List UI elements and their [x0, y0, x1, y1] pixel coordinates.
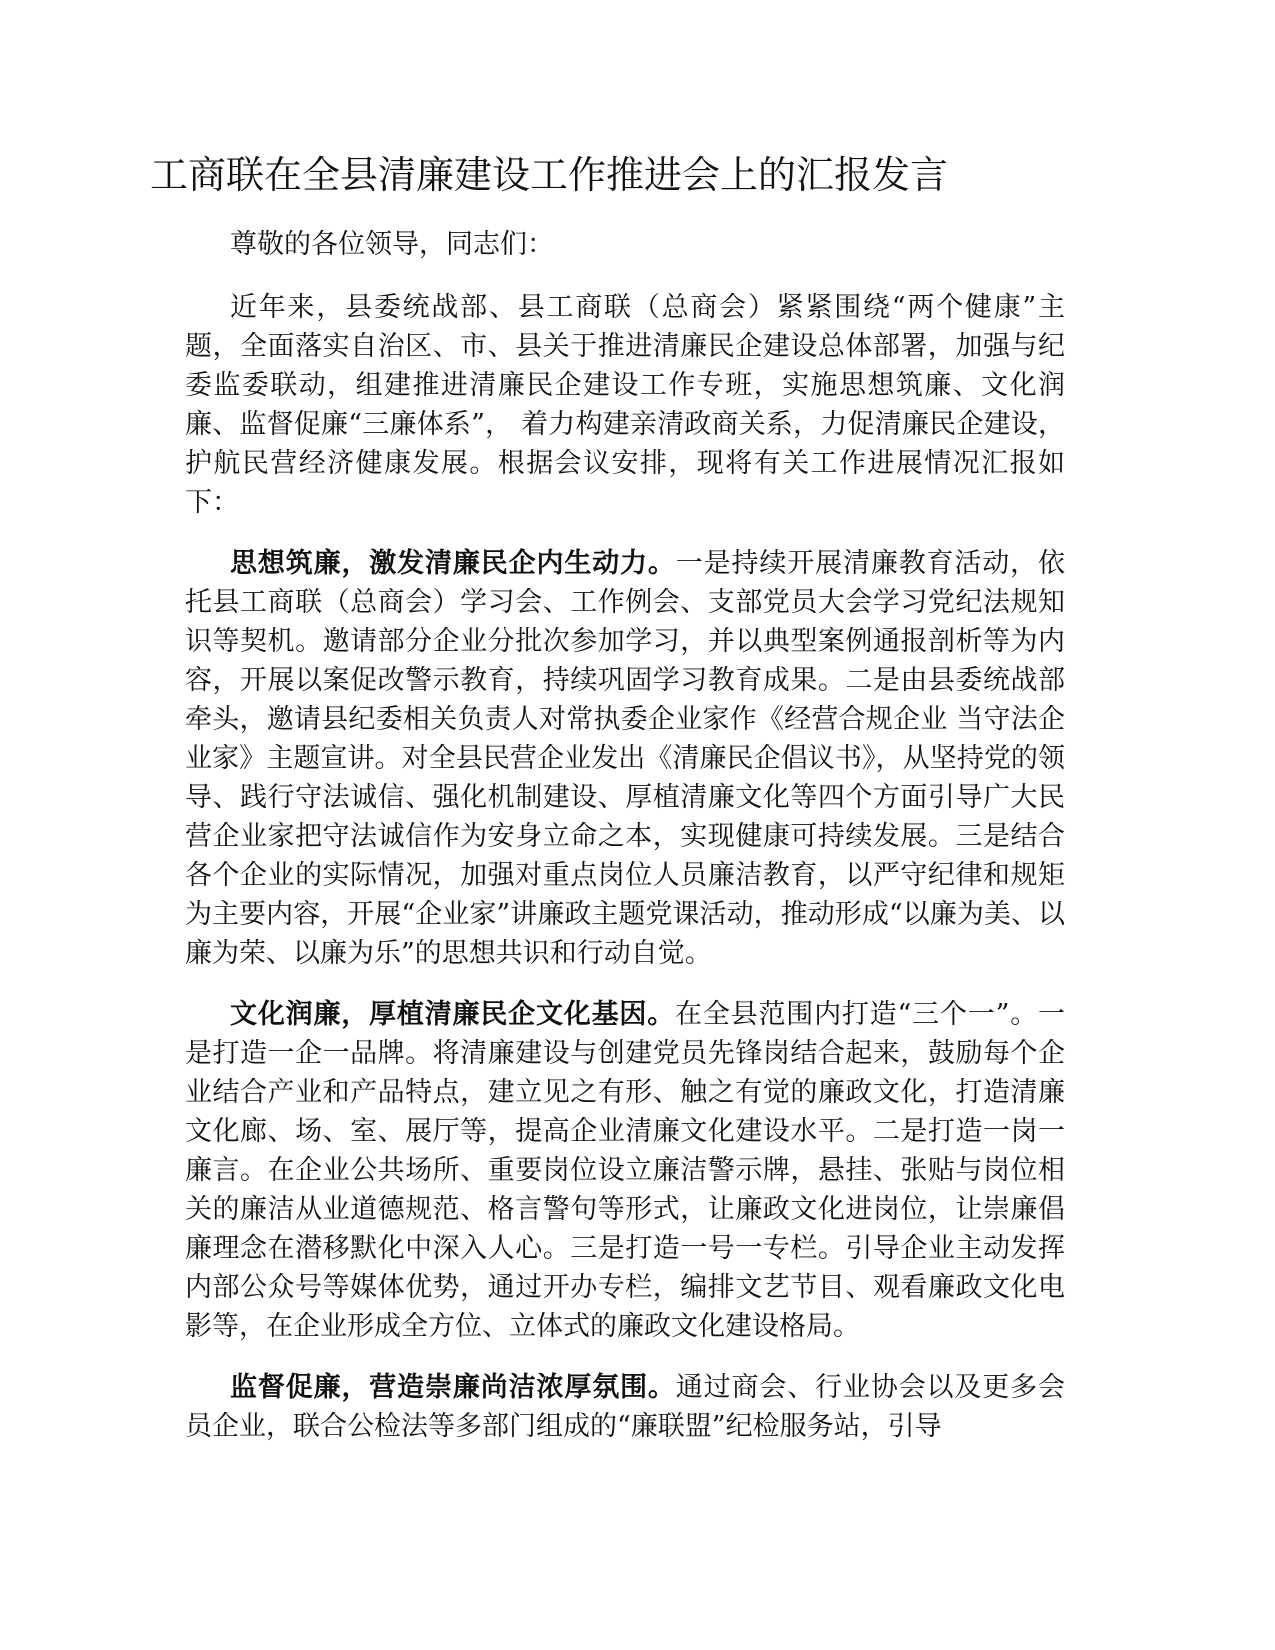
section-text-culture: 在全县范围内打造“三个一”。一是打造一企一品牌。将清廉建设与创建党员先锋岗结合起来，鼓励每个企业结合产业和产品特点，建立见之有形、触之有觉的廉政文化，打造清廉文化廊、场、室、展厅等，提高企业清廉文化建设水平。二是打造一岗一廉言。在企业公共场所、重要岗位设立廉洁警示牌，悬挂、张贴与岗位相关的廉洁从业道德规范、格言警句等形式，让廉政文化进岗位，让崇廉倡廉理念在潜移默化中深入人心。三是打造一号一专栏。引导企业主动发挥内部公众号等媒体优势，通过开办专栏，编排文艺节目、观看廉政文化电影等，在企业形成全方位、立体式的廉政文化建设格局。 [185, 999, 1066, 1342]
section-text-supervision: 通过商会、行业协会以及更多会员企业，联合公检法等多部门组成的“廉联盟”纪检服务站，引导 [185, 1372, 1066, 1442]
section-heading-ideology: 思想筑廉，激发清廉民企内生动力。 [230, 548, 676, 579]
salutation: 尊敬的各位领导，同志们： [230, 229, 554, 260]
section-heading-supervision: 监督促廉，营造崇廉尚洁浓厚氛围。 [230, 1372, 676, 1403]
document-body [185, 225, 1065, 1468]
section-text-ideology: 一是持续开展清廉教育活动，依托县工商联（总商会）学习会、工作例会、支部党员大会学习党纪法规知识等契机。邀请部分企业分批次参加学习，并以典型案例通报剖析等为内容，开展以案促改警示教育，持续巩固学习教育成果。二是由县委统战部牵头，邀请县纪委相关负责人对常执委企业家作《经营合规企业 当守法企业家》主题宣讲。对全县民营企业发出《清廉民企倡议书》，从坚持党的领导、践行守法诚信、强化机制建设、厚植清廉文化等四个方面引导广大民营企业家把守法诚信作为安身立命之本，实现健康可持续发展。三是结合各个企业的实际情况，加强对重点岗位人员廉洁教育，以严守纪律和规矩为主要内容，开展“企业家”讲廉政主题党课活动，推动形成“以廉为美、以廉为荣、以廉为乐”的思想共识和行动自觉。 [185, 548, 1066, 969]
document-title: 工商联在全县清廉建设工作推进会上的汇报发言 [150, 153, 949, 197]
section-paragraph-culture [185, 995, 1065, 1346]
section-heading-culture: 文化润廉，厚植清廉民企文化基因。 [230, 999, 676, 1030]
section-paragraph-ideology [185, 544, 1065, 973]
section-paragraph-supervision [185, 1368, 1065, 1446]
intro-paragraph: 近年来，县委统战部、县工商联（总商会）紧紧围绕“两个健康”主题，全面落实自治区、市、县关于推进清廉民企建设总体部署，加强与纪委监委联动，组建推进清廉民企建设工作专班，实施思想筑廉、文化润廉、监督促廉“三廉体系”， 着力构建亲清政商关系，力促清廉民企建设，护航民营经济健康发展。根据会议安排，现将有关工作进展情况汇报如下： [185, 292, 1065, 518]
